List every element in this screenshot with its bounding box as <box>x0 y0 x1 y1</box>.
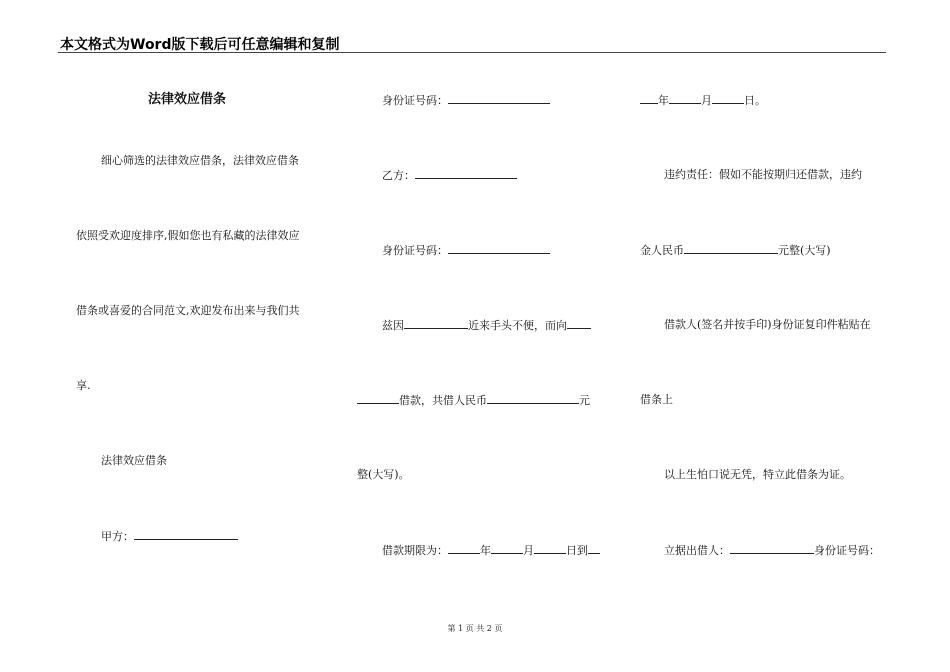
id-line-2 <box>382 243 550 258</box>
day-to-label: 日到 <box>566 544 588 557</box>
intro-line-2: 依照受欢迎度排序,假如您也有私藏的法律效应 <box>76 229 300 242</box>
header-divider <box>58 52 886 53</box>
id-blank <box>448 243 550 254</box>
year-label: 年 <box>480 544 491 557</box>
page-number: 第 1 页 共 2 页 <box>447 624 503 633</box>
year-blank <box>448 543 480 554</box>
party-b-label: 乙方： <box>382 169 415 182</box>
year-blank <box>640 93 658 104</box>
document-header: 本文格式为Word版下载后可任意编辑和复制 <box>60 37 340 53</box>
year-label: 年 <box>658 94 669 107</box>
attach-line: 借款人(签名并按手印)身份证复印件粘贴在 <box>664 318 871 331</box>
party-b-blank <box>415 168 517 179</box>
reason-text: 近来手头不便，而向 <box>468 319 567 332</box>
amount-line <box>357 393 590 408</box>
evidence-line: 以上生怕口说无凭，特立此借条为证。 <box>664 468 851 481</box>
attach-line-2: 借条上 <box>640 393 673 406</box>
day-label: 日。 <box>744 94 766 107</box>
lender-sign-line <box>664 543 880 558</box>
doc-title: 法律效应借条 <box>148 92 227 107</box>
lender-blank <box>730 543 814 554</box>
section-title: 法律效应借条 <box>101 454 167 467</box>
intro-line-1: 细心筛选的法律效应借条，法律效应借条 <box>101 154 299 167</box>
reason-label: 兹因 <box>382 319 404 332</box>
id-label: 身份证号码： <box>382 244 448 257</box>
intro-line-4: 享. <box>76 379 91 392</box>
party-a-blank <box>134 529 238 540</box>
day-blank <box>534 543 566 554</box>
month-blank <box>669 93 701 104</box>
period-label: 借款期限为： <box>382 544 448 557</box>
liability-line: 违约责任：假如不能按期归还借款，违约 <box>664 168 862 181</box>
lender-blank <box>567 318 591 329</box>
capital-line: 整(大写)。 <box>357 468 410 481</box>
month-blank <box>491 543 523 554</box>
id-line-1 <box>382 93 550 108</box>
period-line <box>382 543 600 558</box>
end-year-blank <box>588 543 600 554</box>
month-label: 月 <box>523 544 534 557</box>
lender-label: 立据出借人： <box>664 544 730 557</box>
penalty-unit: 元整(大写) <box>778 244 831 257</box>
amount-blank <box>487 393 579 404</box>
month-label: 月 <box>701 94 712 107</box>
intro-line-3: 借条或喜爱的合同范文,欢迎发布出来与我们共 <box>76 304 300 317</box>
penalty-blank <box>684 243 778 254</box>
party-a-label: 甲方： <box>101 530 134 543</box>
day-blank <box>712 93 744 104</box>
party-a-line <box>101 529 238 544</box>
penalty-line <box>640 243 831 258</box>
amount-label: 借款，共借人民币 <box>399 394 487 407</box>
penalty-label: 金人民币 <box>640 244 684 257</box>
amount-unit: 元 <box>579 394 590 407</box>
reason-line <box>382 318 591 333</box>
lender-blank <box>357 393 399 404</box>
lender-id-label: 身份证号码： <box>814 544 880 557</box>
end-date-line <box>640 93 766 108</box>
id-blank <box>448 93 550 104</box>
id-label: 身份证号码： <box>382 94 448 107</box>
party-b-line <box>382 168 517 183</box>
reason-blank <box>404 318 468 329</box>
